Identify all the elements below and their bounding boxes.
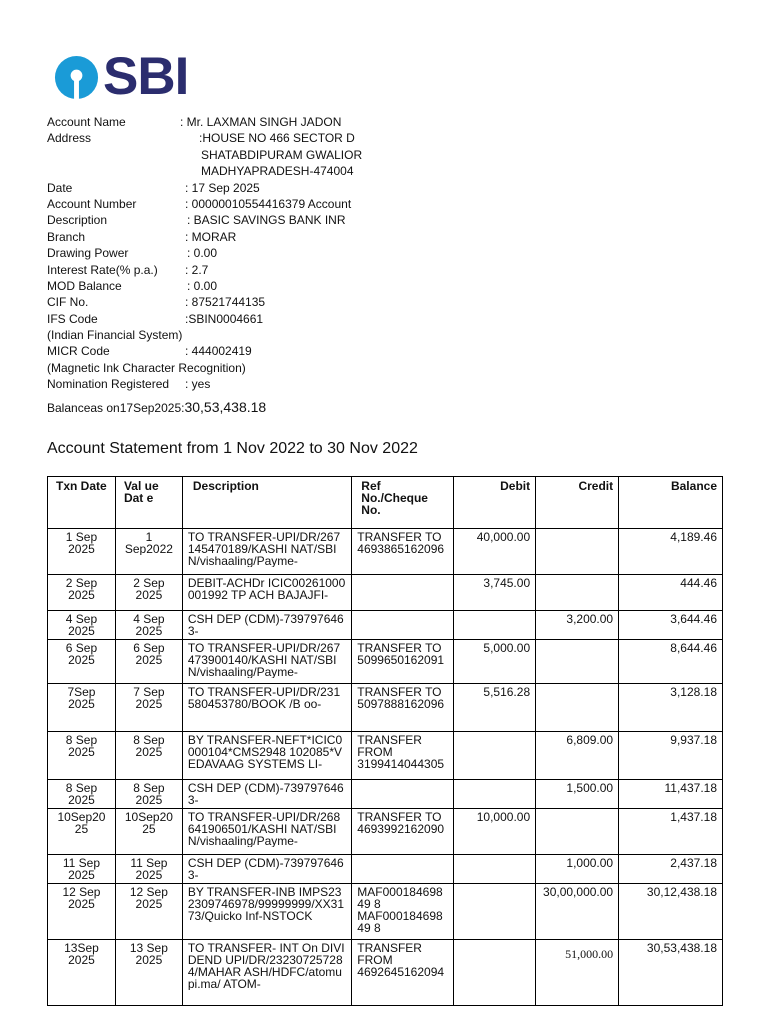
account-info-label: MICR Code (47, 344, 110, 359)
description-cell-text: TO TRANSFER-UPI/DR/268641906501/KASHI NAT/SBIN/vishaaling/Payme- (187, 811, 341, 847)
account-info-label: MOD Balance (47, 278, 122, 293)
value-date-cell-text: 2 Sep 2025 (133, 577, 165, 601)
balance-cell-text: 1,437.18 (670, 811, 717, 823)
value-date-cell (115, 780, 182, 809)
txn-date-cell (48, 529, 116, 575)
account-info-row (47, 114, 467, 130)
sbi-keyhole-icon (53, 54, 100, 101)
account-info-row (47, 212, 467, 228)
ref-cell-text: MAF000184698 49 8 MAF000184698 49 8 (357, 886, 443, 934)
value-date-cell (115, 732, 182, 780)
ref-cell (352, 684, 454, 732)
account-info-value: : 87521744135 (185, 295, 266, 310)
table-row (48, 855, 723, 884)
account-info-value: MADHYAPRADESH-474004 (201, 164, 354, 179)
txn-date-cell-text: 4 Sep 2025 (65, 613, 98, 637)
value-date-cell-text: 10Sep20 25 (124, 811, 173, 835)
description-cell-text: BY TRANSFER-NEFT*ICIC0000104*CMS2948 102085*VEDAVAAG SYSTEMS LI- (187, 734, 343, 770)
account-info-value: : Mr. LAXMAN SINGH JADON (180, 115, 342, 129)
account-info-label: Description (47, 213, 108, 228)
description-cell-text: CSH DEP (CDM)-7397976463- (187, 857, 344, 881)
table-row (48, 575, 723, 611)
value-date-cell (115, 640, 182, 684)
account-info (47, 114, 467, 417)
debit-cell-text: 40,000.00 (476, 531, 531, 543)
value-date-cell-text: 6 Sep 2025 (133, 642, 165, 666)
account-info-value: : 0.00 (187, 278, 218, 293)
description-cell-text: CSH DEP (CDM)-7397976463- (187, 613, 344, 637)
account-info-row (47, 147, 467, 163)
balance-cell (619, 940, 723, 1006)
debit-cell (454, 529, 536, 575)
account-info-label: (Indian Financial System) (47, 328, 183, 343)
balance-cell (619, 780, 723, 809)
credit-cell (536, 732, 619, 780)
balance-cell-text: 4,189.46 (670, 531, 717, 543)
txn-date-cell-text: 8 Sep 2025 (65, 782, 98, 806)
table-row (48, 529, 723, 575)
description-cell-text: TO TRANSFER-UPI/DR/231580453780/BOOK /B oo- (187, 686, 341, 710)
debit-cell (454, 640, 536, 684)
account-info-label: Account Name (47, 115, 126, 129)
table-row (48, 884, 723, 940)
balance-label: Balanceas on17Sep2025: (47, 400, 185, 415)
credit-cell (536, 884, 619, 940)
table-row (48, 780, 723, 809)
account-info-row (47, 229, 467, 245)
account-info-row (47, 311, 467, 327)
account-info-row (47, 262, 467, 278)
balance-cell-text: 30,12,438.18 (646, 886, 717, 898)
description-cell (182, 940, 351, 1006)
balance-line (47, 397, 467, 417)
account-info-row (47, 163, 467, 179)
ref-cell (352, 780, 454, 809)
credit-cell (536, 809, 619, 855)
account-info-value: : 17 Sep 2025 (185, 180, 260, 195)
sbi-logo (53, 47, 189, 106)
ref-cell (352, 940, 454, 1006)
description-cell (182, 640, 351, 684)
value-date-cell-text: 13 Sep 2025 (129, 942, 168, 966)
balance-cell (619, 684, 723, 732)
balance-cell-text: 3,644.46 (670, 613, 717, 625)
credit-cell-text: 6,809.00 (566, 734, 614, 746)
table-row (48, 640, 723, 684)
debit-cell-text: 10,000.00 (476, 811, 531, 823)
value-date-cell (115, 575, 182, 611)
account-info-value: :HOUSE NO 466 SECTOR D (199, 131, 355, 146)
txn-date-cell-text: 13Sep 2025 (64, 942, 99, 966)
credit-cell (536, 940, 619, 1006)
header-description: Description (182, 477, 351, 529)
account-info-row (47, 180, 467, 196)
account-info-value: : yes (185, 377, 211, 392)
account-info-value: : 00000010554416379 Account (185, 196, 352, 211)
credit-cell-text: 1,000.00 (566, 857, 614, 869)
account-info-value: : BASIC SAVINGS BANK INR (187, 213, 346, 228)
value-date-cell-text: 8 Sep 2025 (133, 734, 165, 758)
sbi-logo-text: SBI (103, 47, 189, 106)
txn-date-cell-text: 7Sep 2025 (67, 686, 96, 710)
debit-cell-text: 3,745.00 (483, 577, 531, 589)
account-info-label: Nomination Registered (47, 377, 170, 392)
credit-cell-text: 3,200.00 (566, 613, 614, 625)
transactions-table (47, 476, 723, 1006)
credit-cell (536, 855, 619, 884)
txn-date-cell (48, 780, 116, 809)
txn-date-cell-text: 11 Sep 2025 (62, 857, 101, 881)
balance-cell (619, 575, 723, 611)
balance-cell (619, 855, 723, 884)
balance-cell-text: 3,128.18 (670, 686, 717, 698)
description-cell (182, 809, 351, 855)
account-info-label: Account Number (47, 196, 137, 211)
account-info-value: :SBIN0004661 (185, 311, 264, 326)
header-credit: Credit (536, 477, 619, 529)
credit-cell (536, 780, 619, 809)
txn-date-cell (48, 684, 116, 732)
value-date-cell (115, 809, 182, 855)
txn-date-cell-text: 10Sep20 25 (57, 811, 106, 835)
account-info-row (47, 343, 467, 359)
description-cell-text: TO TRANSFER- INT On DIVIDEND UPI/DR/232307257284/MAHAR ASH/HDFC/atomupi.ma/ ATOM- (187, 942, 345, 990)
credit-cell-text: 51,000.00 (565, 948, 614, 960)
balance-cell-text: 9,937.18 (670, 734, 717, 746)
value-date-cell (115, 940, 182, 1006)
balance-cell-text: 30,53,438.18 (646, 942, 717, 954)
account-info-row (47, 245, 467, 261)
table-row (48, 684, 723, 732)
account-info-value: : 0.00 (187, 246, 218, 261)
debit-cell (454, 809, 536, 855)
value-date-cell (115, 855, 182, 884)
header-debit: Debit (454, 477, 536, 529)
description-cell-text: TO TRANSFER-UPI/DR/267145470189/KASHI NAT/SBIN/vishaaling/Payme- (187, 531, 341, 567)
credit-cell (536, 640, 619, 684)
table-row (48, 940, 723, 1006)
credit-cell-text: 30,00,000.00 (543, 886, 614, 898)
account-info-row (47, 278, 467, 294)
txn-date-cell (48, 732, 116, 780)
debit-cell (454, 884, 536, 940)
account-info-value: : 2.7 (185, 262, 209, 277)
description-cell (182, 575, 351, 611)
value-date-cell (115, 529, 182, 575)
ref-cell (352, 611, 454, 640)
txn-date-cell-text: 8 Sep 2025 (65, 734, 98, 758)
balance-cell (619, 884, 723, 940)
description-cell (182, 732, 351, 780)
txn-date-cell (48, 940, 116, 1006)
statement-title: Account Statement from 1 Nov 2022 to 30 Nov 2022 (47, 440, 418, 457)
description-cell (182, 780, 351, 809)
ref-cell-text: TRANSFER FROM 4692645162094 (357, 942, 445, 978)
header-ref: Ref No./Cheque No. (352, 477, 454, 529)
value-date-cell-text: 4 Sep 2025 (133, 613, 165, 637)
account-info-row (47, 130, 467, 146)
account-info-value: : MORAR (185, 229, 237, 244)
debit-cell (454, 780, 536, 809)
balance-cell (619, 611, 723, 640)
debit-cell (454, 684, 536, 732)
ref-cell-text: TRANSFER TO 5099650162091 (357, 642, 445, 666)
txn-date-cell-text: 12 Sep 2025 (62, 886, 101, 910)
ref-cell-text: TRANSFER FROM 3199414044305 (357, 734, 445, 770)
table-row (48, 809, 723, 855)
debit-cell (454, 855, 536, 884)
description-cell (182, 855, 351, 884)
debit-cell-text: 5,000.00 (483, 642, 531, 654)
header-balance: Balance (619, 477, 723, 529)
description-cell (182, 884, 351, 940)
credit-cell (536, 684, 619, 732)
account-info-label: Drawing Power (47, 246, 129, 261)
table-row (48, 611, 723, 640)
account-info-label: IFS Code (47, 311, 98, 326)
credit-cell-text: 1,500.00 (566, 782, 614, 794)
credit-cell (536, 611, 619, 640)
balance-cell (619, 640, 723, 684)
txn-date-cell (48, 884, 116, 940)
account-info-row (47, 376, 467, 392)
account-info-label: Interest Rate(% p.a.) (47, 262, 158, 277)
value-date-cell-text: 7 Sep 2025 (133, 686, 165, 710)
value-date-cell (115, 684, 182, 732)
balance-cell-text: 2,437.18 (670, 857, 717, 869)
description-cell-text: BY TRANSFER-INB IMPS232309746978/99999999/XX3173/Quicko Inf-NSTOCK (187, 886, 345, 922)
txn-date-cell (48, 575, 116, 611)
description-cell (182, 529, 351, 575)
account-info-row (47, 327, 467, 343)
balance-cell-text: 11,437.18 (664, 782, 717, 794)
ref-cell (352, 884, 454, 940)
table-row (48, 732, 723, 780)
description-cell (182, 611, 351, 640)
balance-cell (619, 529, 723, 575)
txn-date-cell (48, 855, 116, 884)
txn-date-cell-text: 6 Sep 2025 (65, 642, 98, 666)
ref-cell-text: TRANSFER TO 4693992162090 (357, 811, 445, 835)
account-info-value: SHATABDIPURAM GWALIOR (201, 147, 363, 162)
debit-cell (454, 940, 536, 1006)
ref-cell (352, 855, 454, 884)
balance-cell-text: 8,644.46 (670, 642, 717, 654)
description-cell-text: TO TRANSFER-UPI/DR/267473900140/KASHI NAT/SBIN/vishaaling/Payme- (187, 642, 341, 678)
description-cell (182, 684, 351, 732)
account-info-label: CIF No. (47, 295, 89, 310)
debit-cell (454, 611, 536, 640)
txn-date-cell-text: 2 Sep 2025 (65, 577, 98, 601)
ref-cell (352, 640, 454, 684)
balance-amount: 30,53,438.18 (184, 398, 267, 415)
value-date-cell (115, 611, 182, 640)
txn-date-cell-text: 1 Sep 2025 (65, 531, 98, 555)
balance-cell (619, 732, 723, 780)
ref-cell-text: TRANSFER TO 5097888162096 (357, 686, 445, 710)
account-info-label: Address (47, 131, 92, 146)
credit-cell (536, 529, 619, 575)
ref-cell-text: TRANSFER TO 4693865162096 (357, 531, 445, 555)
debit-cell (454, 575, 536, 611)
header-value-date: Val ue Dat e (115, 477, 182, 529)
account-info-row (47, 360, 467, 376)
ref-cell (352, 529, 454, 575)
account-info-row (47, 294, 467, 310)
account-info-label: Branch (47, 229, 86, 244)
ref-cell (352, 732, 454, 780)
ref-cell (352, 809, 454, 855)
header-txn-date: Txn Date (48, 477, 116, 529)
description-cell-text: DEBIT-ACHDr ICIC00261000001992 TP ACH BAJAJFI- (187, 577, 346, 601)
debit-cell (454, 732, 536, 780)
debit-cell-text: 5,516.28 (483, 686, 531, 698)
value-date-cell-text: 1 Sep2022 (124, 531, 173, 555)
txn-date-cell (48, 640, 116, 684)
ref-cell (352, 575, 454, 611)
table-header-row (48, 477, 723, 529)
balance-cell-text: 444.46 (680, 577, 717, 589)
credit-cell (536, 575, 619, 611)
value-date-cell-text: 8 Sep 2025 (133, 782, 165, 806)
account-info-row (47, 196, 467, 212)
account-info-value: : 444002419 (185, 344, 252, 359)
description-cell-text: CSH DEP (CDM)-7397976463- (187, 782, 344, 806)
value-date-cell-text: 12 Sep 2025 (129, 886, 168, 910)
account-info-label: Date (47, 180, 73, 195)
account-info-label: (Magnetic Ink Character Recognition) (47, 360, 246, 375)
value-date-cell-text: 11 Sep 2025 (130, 857, 168, 881)
txn-date-cell (48, 809, 116, 855)
txn-date-cell (48, 611, 116, 640)
value-date-cell (115, 884, 182, 940)
balance-cell (619, 809, 723, 855)
